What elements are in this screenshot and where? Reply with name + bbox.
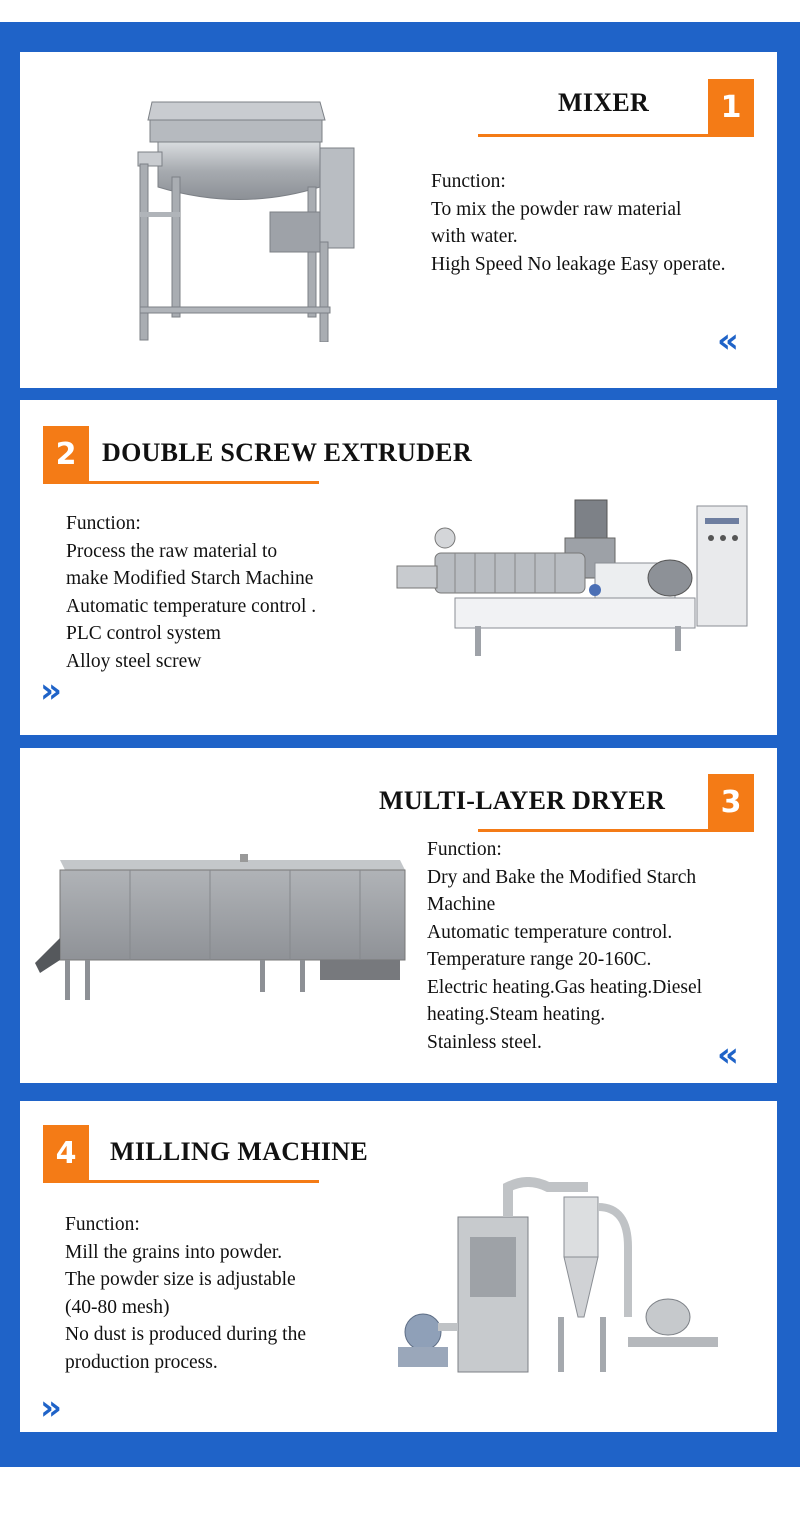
section-title: MILLING MACHINE [110,1137,369,1166]
mixer-image [130,92,370,342]
section-mixer [20,52,777,388]
dryer-image [30,848,410,1008]
milling-machine-image [388,1177,723,1377]
section-title: MIXER [558,88,650,117]
section-title: MULTI-LAYER DRYER [379,786,666,815]
section-extruder [20,400,777,735]
section-milling [20,1101,777,1432]
extruder-image [395,498,750,663]
section-description: Function: Mill the grains into powder. The powder size is adjustable (40-80 mesh) No dust is produced during the production process. [65,1214,307,1373]
chevron-left-icon: « [717,321,739,361]
section-number-badge: 1 [708,79,754,137]
section-dryer [20,748,777,1083]
chevron-left-icon: « [717,1035,739,1075]
section-number-badge: 4 [43,1125,89,1183]
section-number-badge: 3 [708,774,754,832]
chevron-right-icon: » [40,1388,62,1428]
section-description: Function: Process the raw material to make Modified Starch Machine Automatic temperature control . PLC control system Alloy steel screw [66,513,317,672]
chevron-right-icon: » [40,671,62,711]
section-description: Function: To mix the powder raw material with water. High Speed No leakage Easy operate. [431,171,726,275]
section-description: Function: Dry and Bake the Modified Starch Machine Automatic temperature control. Temperature range 20-160C. Electric heating.Gas heating.Diesel heating.Steam heating. Stainless steel. [427,839,703,1053]
section-title: DOUBLE SCREW EXTRUDER [102,438,472,467]
title-underline [478,829,708,832]
title-underline [478,134,708,137]
title-underline [89,481,319,484]
title-underline [89,1180,319,1183]
section-number-badge: 2 [43,426,89,484]
